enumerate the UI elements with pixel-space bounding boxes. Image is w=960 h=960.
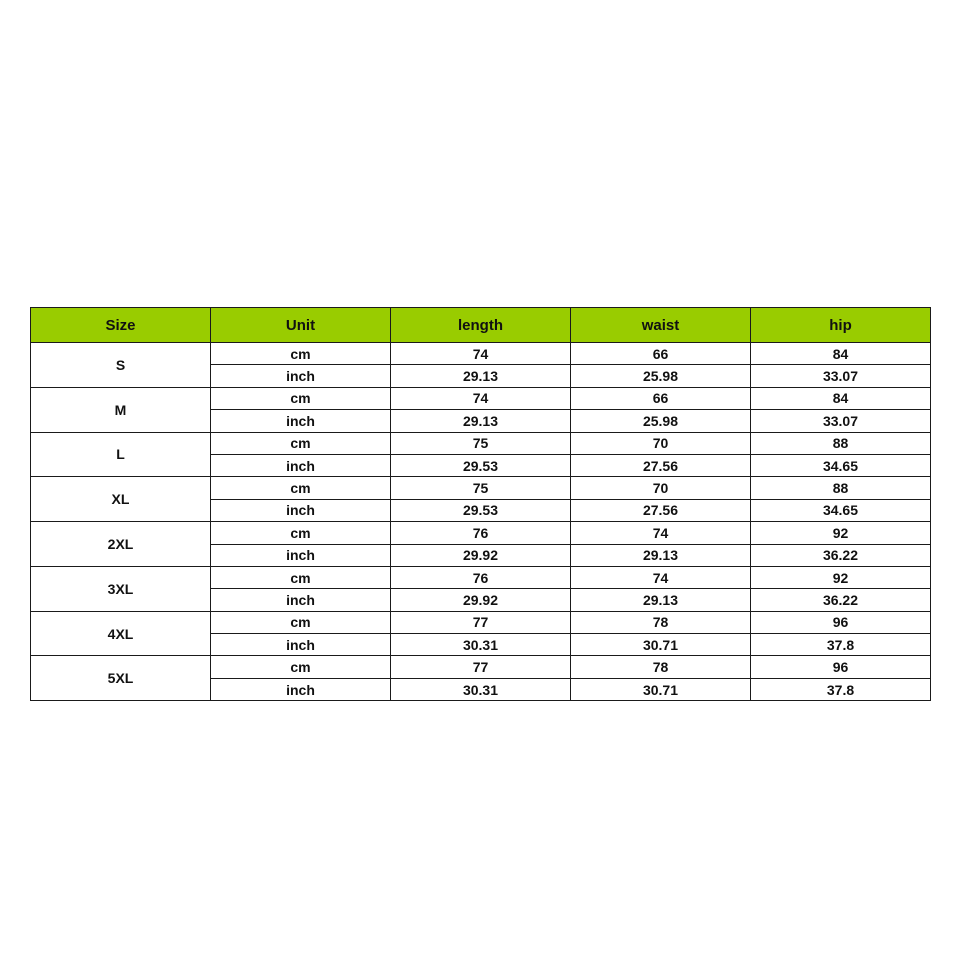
header-size: Size <box>31 308 211 343</box>
hip-cell: 37.8 <box>751 678 931 700</box>
hip-cell: 34.65 <box>751 499 931 521</box>
hip-cell: 34.65 <box>751 454 931 476</box>
length-cell: 29.92 <box>391 544 571 566</box>
size-label: S <box>31 343 211 388</box>
hip-cell: 36.22 <box>751 544 931 566</box>
header-hip: hip <box>751 308 931 343</box>
hip-cell: 88 <box>751 432 931 454</box>
length-cell: 77 <box>391 611 571 633</box>
table-row <box>31 432 931 454</box>
length-cell: 75 <box>391 432 571 454</box>
unit-cell: inch <box>211 678 391 700</box>
size-table-body <box>31 343 931 701</box>
waist-cell: 74 <box>571 522 751 544</box>
hip-cell: 96 <box>751 611 931 633</box>
hip-cell: 88 <box>751 477 931 499</box>
unit-cell: cm <box>211 566 391 588</box>
waist-cell: 27.56 <box>571 454 751 476</box>
size-label: 4XL <box>31 611 211 656</box>
waist-cell: 70 <box>571 477 751 499</box>
waist-cell: 78 <box>571 656 751 678</box>
unit-cell: cm <box>211 522 391 544</box>
hip-cell: 92 <box>751 566 931 588</box>
table-row <box>31 566 931 588</box>
unit-cell: cm <box>211 432 391 454</box>
table-row <box>31 611 931 633</box>
waist-cell: 66 <box>571 343 751 365</box>
size-label: XL <box>31 477 211 522</box>
unit-cell: cm <box>211 656 391 678</box>
table-row <box>31 387 931 409</box>
size-chart-table <box>30 307 931 701</box>
hip-cell: 96 <box>751 656 931 678</box>
length-cell: 29.92 <box>391 589 571 611</box>
waist-cell: 78 <box>571 611 751 633</box>
length-cell: 76 <box>391 566 571 588</box>
length-cell: 29.53 <box>391 499 571 521</box>
waist-cell: 29.13 <box>571 544 751 566</box>
header-row <box>31 308 931 343</box>
waist-cell: 25.98 <box>571 365 751 387</box>
waist-cell: 25.98 <box>571 410 751 432</box>
hip-cell: 37.8 <box>751 634 931 656</box>
waist-cell: 30.71 <box>571 634 751 656</box>
length-cell: 77 <box>391 656 571 678</box>
unit-cell: inch <box>211 499 391 521</box>
unit-cell: cm <box>211 611 391 633</box>
waist-cell: 70 <box>571 432 751 454</box>
length-cell: 29.13 <box>391 410 571 432</box>
header-unit: Unit <box>211 308 391 343</box>
length-cell: 29.53 <box>391 454 571 476</box>
unit-cell: inch <box>211 589 391 611</box>
waist-cell: 29.13 <box>571 589 751 611</box>
table-row <box>31 343 931 365</box>
length-cell: 74 <box>391 343 571 365</box>
waist-cell: 30.71 <box>571 678 751 700</box>
header-waist: waist <box>571 308 751 343</box>
table-row <box>31 522 931 544</box>
waist-cell: 27.56 <box>571 499 751 521</box>
hip-cell: 84 <box>751 387 931 409</box>
size-label: M <box>31 387 211 432</box>
unit-cell: cm <box>211 343 391 365</box>
length-cell: 75 <box>391 477 571 499</box>
hip-cell: 33.07 <box>751 365 931 387</box>
size-label: 3XL <box>31 566 211 611</box>
length-cell: 30.31 <box>391 678 571 700</box>
unit-cell: cm <box>211 387 391 409</box>
hip-cell: 33.07 <box>751 410 931 432</box>
size-label: 2XL <box>31 522 211 567</box>
header-length: length <box>391 308 571 343</box>
table-row <box>31 477 931 499</box>
size-label: 5XL <box>31 656 211 701</box>
length-cell: 74 <box>391 387 571 409</box>
hip-cell: 84 <box>751 343 931 365</box>
unit-cell: inch <box>211 544 391 566</box>
hip-cell: 36.22 <box>751 589 931 611</box>
unit-cell: cm <box>211 477 391 499</box>
unit-cell: inch <box>211 454 391 476</box>
length-cell: 29.13 <box>391 365 571 387</box>
unit-cell: inch <box>211 634 391 656</box>
table-row <box>31 656 931 678</box>
unit-cell: inch <box>211 410 391 432</box>
length-cell: 76 <box>391 522 571 544</box>
waist-cell: 66 <box>571 387 751 409</box>
waist-cell: 74 <box>571 566 751 588</box>
unit-cell: inch <box>211 365 391 387</box>
hip-cell: 92 <box>751 522 931 544</box>
size-label: L <box>31 432 211 477</box>
length-cell: 30.31 <box>391 634 571 656</box>
